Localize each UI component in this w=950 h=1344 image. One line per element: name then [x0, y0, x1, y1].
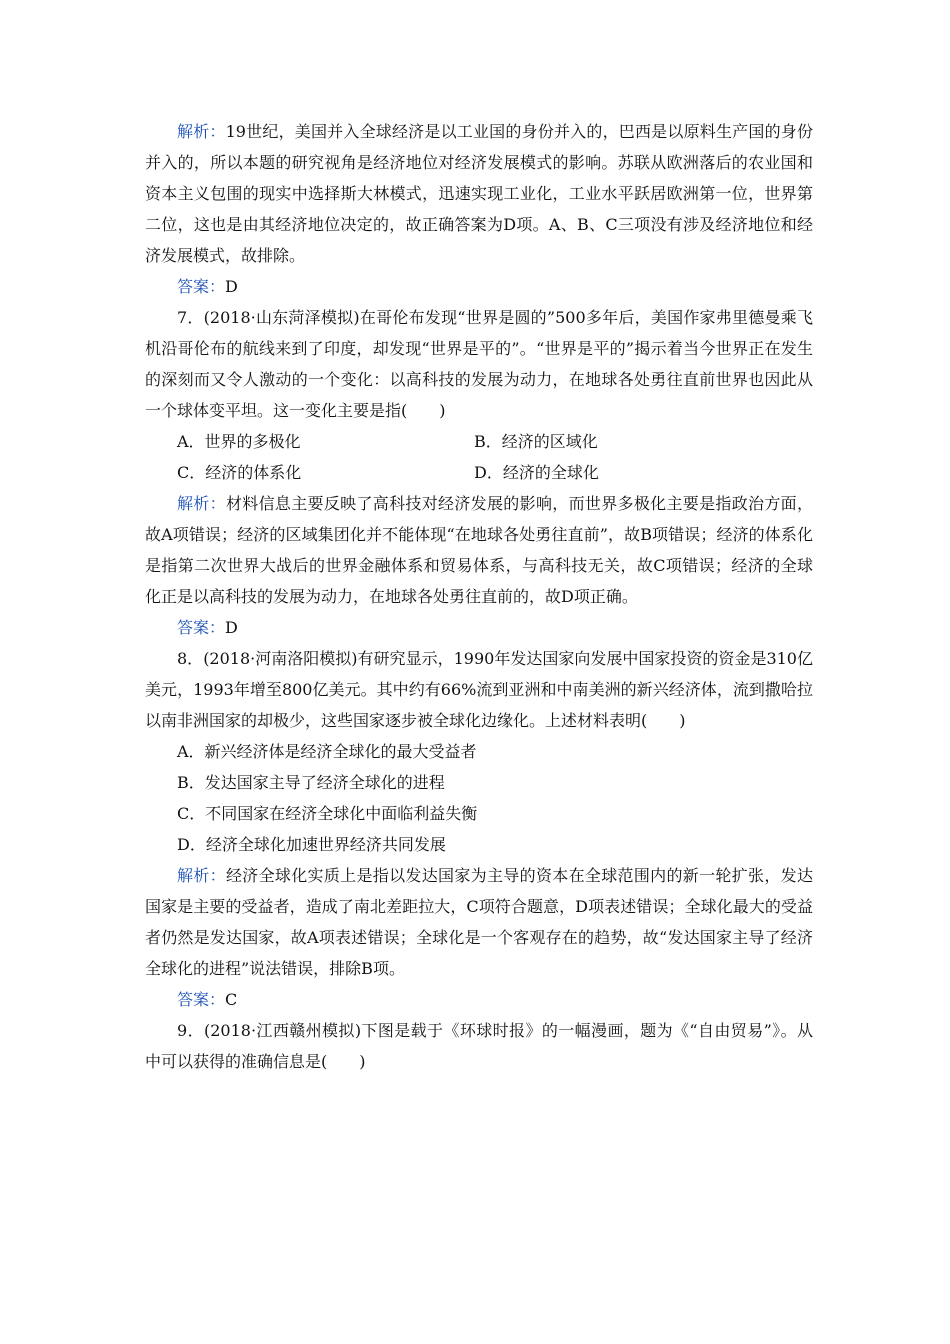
document-page — [145, 116, 813, 1077]
q7-option-c: C．经济的体系化 — [177, 463, 302, 482]
q7-option-b: B．经济的区域化 — [474, 432, 598, 451]
q7-answer-value: D — [225, 618, 238, 637]
q6-answer — [145, 271, 813, 302]
analysis-label: 解析： — [177, 866, 226, 885]
q8-answer — [145, 984, 813, 1015]
q6-analysis — [145, 116, 813, 271]
q8-option-a: A．新兴经济体是经济全球化的最大受益者 — [177, 742, 477, 761]
q6-analysis-text: 19世纪，美国并入全球经济是以工业国的身份并入的，巴西是以原料生产国的身份并入的，所以本题的研究视角是经济地位对经济发展模式的影响。苏联从欧洲落后的农业国和资本主义包围的现实中选择斯大林模式，迅速实现工业化，工业水平跃居欧洲第一位，世界第二位，这也是由其经济地位决定的，故正确答案为D项。A、B、C三项没有涉及经济地位和经济发展模式，故排除。 — [145, 122, 813, 265]
q7-stem: 7．(2018·山东菏泽模拟)在哥伦布发现“世界是圆的”500多年后，美国作家弗里德曼乘飞机沿哥伦布的航线来到了印度，却发现“世界是平的”。“世界是平的”揭示着当今世界正在发生的深刻而又令人激动的一个变化：以高科技的发展为动力，在地球各处勇往直前世界也因此从一个球体变平坦。这一变化主要是指( ) — [145, 308, 813, 420]
q7-answer — [145, 612, 813, 643]
q8-option-d: D．经济全球化加速世界经济共同发展 — [177, 835, 446, 854]
q8-stem: 8．(2018·河南洛阳模拟)有研究显示，1990年发达国家向发展中国家投资的资金是310亿美元，1993年增至800亿美元。其中约有66%流到亚洲和中南美洲的新兴经济体，流到撒哈拉以南非洲国家的却极少，这些国家逐步被全球化边缘化。上述材料表明( ) — [145, 649, 813, 730]
q8-options — [145, 736, 813, 860]
answer-label: 答案： — [177, 277, 226, 296]
q7-analysis-text: 材料信息主要反映了高科技对经济发展的影响，而世界多极化主要是指政治方面，故A项错误；经济的区域集团化并不能体现“在地球各处勇往直前”，故B项错误；经济的体系化是指第二次世界大战后的世界金融体系和贸易体系，与高科技无关，故C项错误；经济的全球化正是以高科技的发展为动力，在地球各处勇往直前的，故D项正确。 — [145, 494, 813, 606]
q9-stem: 9．(2018·江西赣州模拟)下图是载于《环球时报》的一幅漫画，题为《“自由贸易”》。从中可以获得的准确信息是( ) — [145, 1021, 813, 1071]
q6-answer-value: D — [225, 277, 238, 296]
q7-options — [145, 426, 813, 488]
q8-answer-value: C — [225, 990, 238, 1009]
q7-option-d: D．经济的全球化 — [474, 463, 599, 482]
q8-analysis-text: 经济全球化实质上是指以发达国家为主导的资本在全球范围内的新一轮扩张，发达国家是主要的受益者，造成了南北差距拉大，C项符合题意，D项表述错误；全球化最大的受益者仍然是发达国家，故A项表述错误；全球化是一个客观存在的趋势，故“发达国家主导了经济全球化的进程”说法错误，排除B项。 — [145, 866, 813, 978]
answer-label: 答案： — [177, 618, 226, 637]
q8-option-c: C．不同国家在经济全球化中面临利益失衡 — [177, 804, 478, 823]
q7-option-a: A．世界的多极化 — [177, 432, 301, 451]
q8-option-b: B．发达国家主导了经济全球化的进程 — [177, 773, 445, 792]
analysis-label: 解析： — [177, 122, 226, 141]
q8-analysis — [145, 860, 813, 984]
answer-label: 答案： — [177, 990, 226, 1009]
analysis-label: 解析： — [177, 494, 226, 513]
q7-analysis — [145, 488, 813, 612]
